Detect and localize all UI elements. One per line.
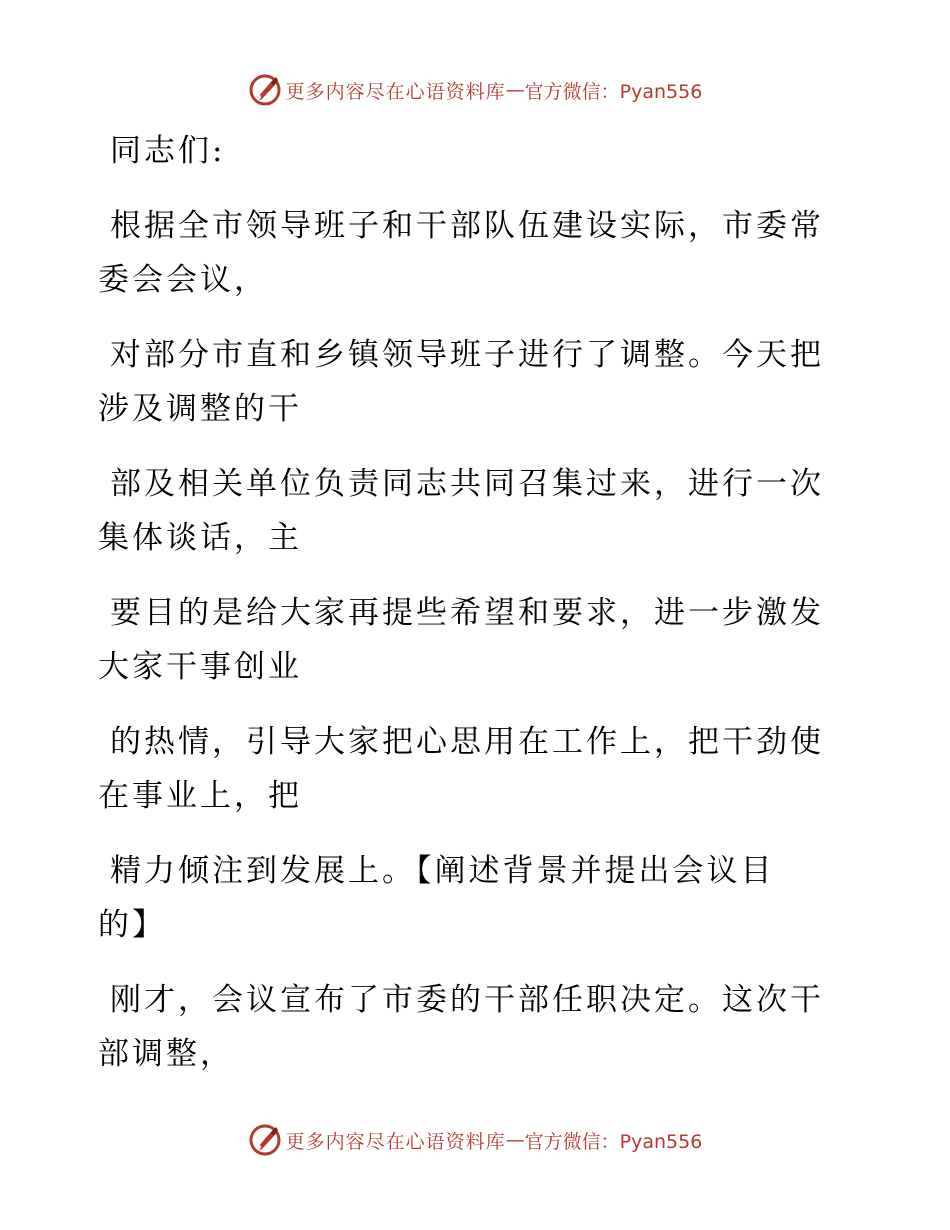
watermark-wechat-text: 官方微信：Pyan556 [524, 80, 703, 103]
watermark-main-text: 更多内容尽在心语资料库 [285, 1130, 506, 1153]
paragraph-line: 委会会议， [98, 262, 268, 298]
paragraph [98, 715, 828, 823]
paragraph-line: 集体谈话，主 [98, 520, 302, 556]
top-watermark-banner [0, 70, 950, 110]
bottom-watermark-banner [0, 1120, 950, 1160]
paragraph-line: 精力倾注到发展上。【阐述背景并提出会议目 [110, 853, 775, 889]
paragraph-line: 部及相关单位负责同志共同召集过来，进行一次 [110, 466, 824, 502]
paragraph-line: 根据全市领导班子和干部队伍建设实际，市委常 [110, 208, 824, 244]
pen-logo-icon [248, 1123, 282, 1157]
paragraph [98, 199, 828, 307]
watermark-separator: — [505, 1129, 525, 1151]
paragraph-line: 涉及调整的干 [98, 391, 302, 427]
paragraph-line: 同志们: [110, 133, 226, 169]
watermark-wechat-text: 官方微信：Pyan556 [524, 1130, 703, 1153]
watermark-main-text: 更多内容尽在心语资料库 [285, 80, 506, 103]
paragraph [98, 457, 828, 565]
paragraph [98, 328, 828, 436]
document-body [98, 124, 828, 1102]
paragraph-line: 刚才，会议宣布了市委的干部任职决定。这次干 [110, 982, 824, 1018]
watermark-separator: — [505, 79, 525, 101]
paragraph [98, 844, 828, 952]
paragraph [98, 586, 828, 694]
pen-logo-icon [248, 73, 282, 107]
paragraph-line: 部调整， [98, 1036, 234, 1072]
paragraph-line: 在事业上，把 [98, 778, 302, 814]
paragraph-line: 大家干事创业 [98, 649, 302, 685]
paragraph-line: 的】 [98, 907, 166, 943]
paragraph-salutation [98, 124, 828, 178]
paragraph [98, 973, 828, 1081]
paragraph-line: 对部分市直和乡镇领导班子进行了调整。今天把 [110, 337, 824, 373]
paragraph-line: 要目的是给大家再提些希望和要求，进一步激发 [110, 595, 824, 631]
paragraph-line: 的热情，引导大家把心思用在工作上，把干劲使 [110, 724, 824, 760]
